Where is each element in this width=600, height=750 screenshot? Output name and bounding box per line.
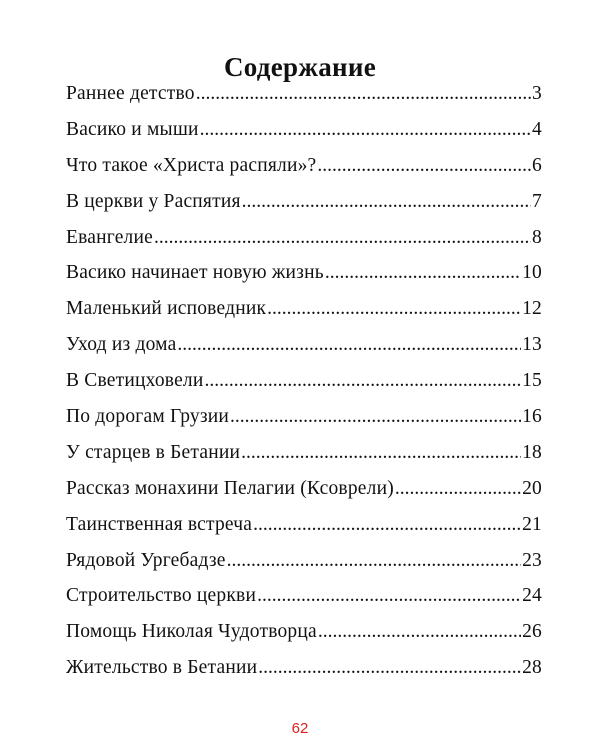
toc-entry-title: Уход из дома bbox=[66, 334, 177, 356]
toc-dot-leader bbox=[177, 331, 521, 359]
toc-entry bbox=[66, 224, 542, 260]
page-number: 62 bbox=[291, 720, 309, 737]
toc-entry bbox=[66, 152, 542, 188]
toc-dot-leader bbox=[257, 582, 521, 610]
toc-entry-title: Таинственная встреча bbox=[66, 513, 253, 535]
toc-entry bbox=[66, 367, 542, 403]
toc-dot-leader bbox=[395, 475, 521, 503]
toc-entry-page: 7 bbox=[532, 190, 542, 212]
toc-entry-page: 15 bbox=[522, 370, 542, 392]
table-of-contents bbox=[66, 80, 542, 690]
toc-entry bbox=[66, 116, 542, 152]
toc-entry-title: По дорогам Грузии bbox=[66, 406, 230, 428]
toc-entry bbox=[66, 259, 542, 295]
toc-entry-title: Маленький исповедник bbox=[66, 298, 267, 320]
toc-dot-leader bbox=[241, 439, 521, 467]
toc-dot-leader bbox=[253, 511, 521, 539]
toc-entry-title: Раннее детство bbox=[66, 83, 195, 104]
toc-dot-leader bbox=[205, 367, 522, 395]
toc-entry-title: Строительство церкви bbox=[66, 585, 257, 607]
toc-entry-page: 28 bbox=[522, 657, 542, 679]
toc-entry bbox=[66, 403, 542, 439]
toc-entry bbox=[66, 618, 542, 654]
toc-entry-page: 6 bbox=[532, 154, 542, 176]
toc-entry bbox=[66, 475, 542, 511]
toc-entry-page: 21 bbox=[522, 513, 542, 535]
toc-dot-leader bbox=[317, 152, 531, 180]
toc-entry-title: Васико начинает новую жизнь bbox=[66, 262, 324, 284]
toc-dot-leader bbox=[227, 547, 521, 575]
toc-entry-page: 12 bbox=[522, 298, 542, 320]
toc-entry-title: Евангелие bbox=[66, 226, 153, 248]
toc-dot-leader bbox=[318, 618, 521, 646]
toc-entry bbox=[66, 439, 542, 475]
page-title: Содержание bbox=[223, 52, 377, 83]
toc-entry-page: 10 bbox=[522, 262, 542, 284]
toc-entry-page: 23 bbox=[522, 549, 542, 571]
toc-entry bbox=[66, 295, 542, 331]
toc-entry bbox=[66, 582, 542, 618]
toc-entry bbox=[66, 80, 542, 116]
toc-dot-leader bbox=[242, 188, 531, 216]
toc-dot-leader bbox=[196, 80, 531, 108]
toc-dot-leader bbox=[154, 224, 531, 252]
toc-entry-page: 26 bbox=[522, 621, 542, 643]
toc-entry bbox=[66, 547, 542, 583]
toc-dot-leader bbox=[325, 259, 521, 287]
toc-dot-leader bbox=[200, 116, 531, 144]
toc-entry-title: У старцев в Бетании bbox=[66, 441, 241, 463]
toc-entry-title: Рядовой Ургебадзе bbox=[66, 549, 226, 571]
toc-dot-leader bbox=[230, 403, 521, 431]
toc-dot-leader bbox=[267, 295, 521, 323]
toc-entry bbox=[66, 511, 542, 547]
toc-entry-page: 4 bbox=[532, 118, 542, 140]
toc-entry-title: Васико и мыши bbox=[66, 118, 199, 140]
toc-entry-title: Помощь Николая Чудотворца bbox=[66, 621, 317, 643]
toc-entry-title: Жительство в Бетании bbox=[66, 657, 258, 679]
toc-entry-page: 3 bbox=[532, 83, 542, 104]
toc-entry-page: 13 bbox=[522, 334, 542, 356]
toc-entry bbox=[66, 188, 542, 224]
toc-entry bbox=[66, 654, 542, 690]
toc-entry-page: 24 bbox=[522, 585, 542, 607]
toc-entry-title: Что такое «Христа распяли»? bbox=[66, 154, 317, 176]
toc-entry-page: 8 bbox=[532, 226, 542, 248]
toc-entry-title: Рассказ монахини Пелагии (Ксоврели) bbox=[66, 477, 394, 499]
toc-entry-page: 20 bbox=[522, 477, 542, 499]
toc-entry-page: 16 bbox=[522, 406, 542, 428]
toc-entry-page: 18 bbox=[522, 441, 542, 463]
toc-entry bbox=[66, 331, 542, 367]
toc-dot-leader bbox=[258, 654, 521, 682]
toc-entry-title: В Светицховели bbox=[66, 370, 204, 392]
toc-entry-title: В церкви у Распятия bbox=[66, 190, 241, 212]
